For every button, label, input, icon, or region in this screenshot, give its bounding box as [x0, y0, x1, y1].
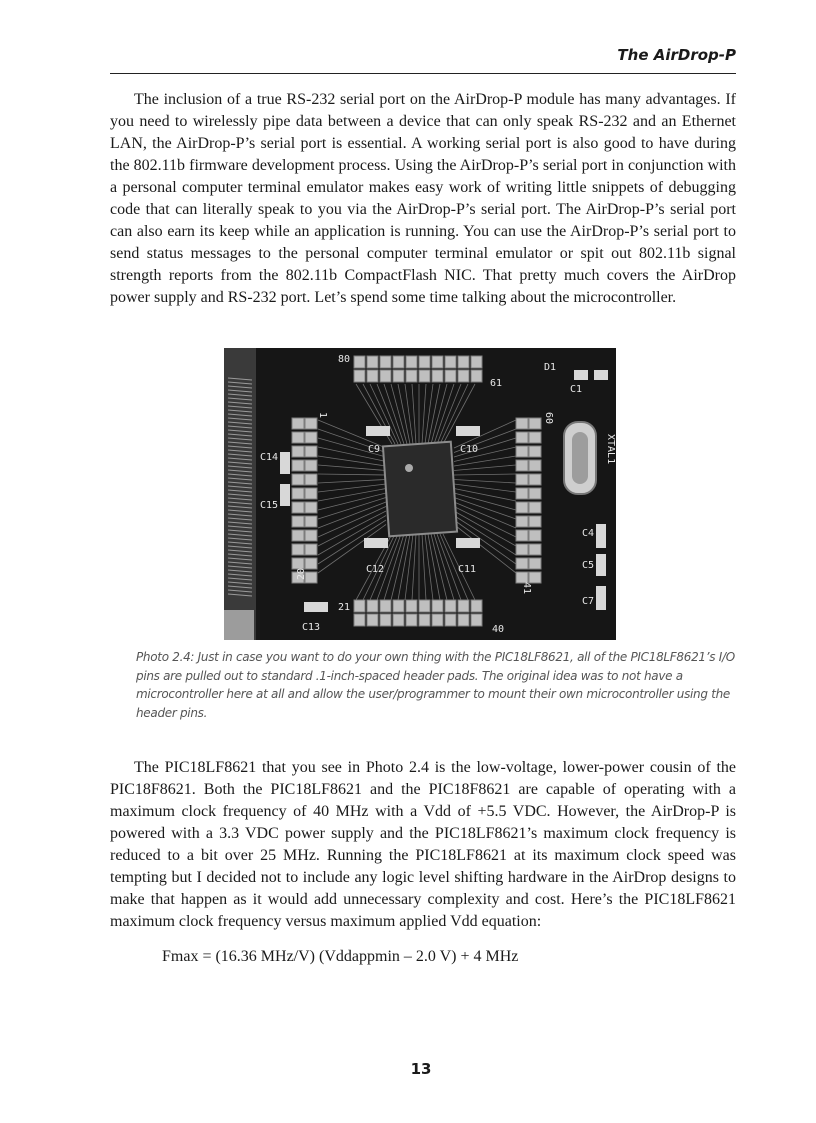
- pcb-label-xtal1: XTAL1: [605, 434, 616, 465]
- pcb-label-c10: C10: [460, 444, 479, 455]
- pcb-photo-illustration: [224, 348, 616, 640]
- pcb-label-20: 20: [296, 567, 307, 580]
- pcb-label-d1: D1: [544, 362, 557, 373]
- pcb-photo: [224, 348, 616, 640]
- pcb-label-21: 21: [338, 602, 351, 613]
- pcb-label-80: 80: [338, 354, 351, 365]
- pcb-label-c5: C5: [582, 560, 595, 571]
- pcb-label-c15: C15: [260, 500, 279, 511]
- body-paragraph-1: The inclusion of a true RS-232 serial port on the AirDrop-P module has many advantages. If you need to wirelessly pipe data between a device that can only speak RS-232 and an Ethernet LAN, the AirDrop-P’s serial port is essential. A working serial port is also good to have during the 802.11b firmware development process. Using the AirDrop-P’s serial port in conjunction with a personal computer terminal emulator makes easy work of writing little snippets of debugging code that can literally speak to you via the AirDrop-P’s serial port. The AirDrop-P’s serial port can also earn its keep while an application is running. You can use the AirDrop-P’s serial port to send status messages to the personal computer terminal emulator or spit out 802.11b signal strength reports from the 802.11b CompactFlash NIC. That pretty much covers the AirDrop power supply and RS-232 port. Let’s spend some time talking about the microcontroller.: [110, 91, 736, 306]
- pcb-label-c9: C9: [368, 444, 381, 455]
- photo-caption: Photo 2.4: Just in case you want to do your own thing with the PIC18LF8621, all of the PIC18LF8621’s I/O pins are pulled out to standard .1-inch-spaced header pads. The original idea was to not have a microcontroller here at all and allow the user/programmer to mount their own microcontroller using the header pins.: [136, 650, 735, 720]
- pcb-label-c11: C11: [458, 564, 477, 575]
- pcb-label-61: 61: [490, 378, 503, 389]
- header-rule: [110, 73, 736, 74]
- body-paragraph-2: The PIC18LF8621 that you see in Photo 2.4 is the low-voltage, lower-power cousin of the PIC18F8621. Both the PIC18LF8621 and the PIC18F8621 are capable of operating with a maximum clock frequency of 40 MHz with a Vdd of +5.5 VDC. However, the AirDrop-P is powered with a 3.3 VDC power supply and the PIC18LF8621’s maximum clock frequency is reduced to a bit over 25 MHz. Running the PIC18LF8621 at its maximum clock speed was tempting but I decided not to include any logic level shifting hardware in the AirDrop designs to make that happen as it would add unnecessary complexity and cost. Here’s the PIC18LF8621 maximum clock frequency versus maximum applied Vdd equation:: [110, 759, 736, 930]
- fmax-equation: Fmax = (16.36 MHz/V) (Vddappmin – 2.0 V) + 4 MHz: [162, 948, 519, 965]
- pcb-label-c7: C7: [582, 596, 595, 607]
- pcb-label-40: 40: [492, 624, 505, 635]
- pcb-label-c4: C4: [582, 528, 595, 539]
- running-head: The AirDrop-P: [617, 46, 736, 64]
- pcb-label-c14: C14: [260, 452, 279, 463]
- pcb-label-60: 60: [543, 412, 554, 425]
- pcb-label-c12: C12: [366, 564, 385, 575]
- pcb-label-41: 41: [521, 582, 532, 595]
- page-number: 13: [410, 1060, 432, 1078]
- pcb-label-c1: C1: [570, 384, 583, 395]
- pcb-label-1: 1: [317, 412, 328, 419]
- pcb-label-c13: C13: [302, 622, 321, 633]
